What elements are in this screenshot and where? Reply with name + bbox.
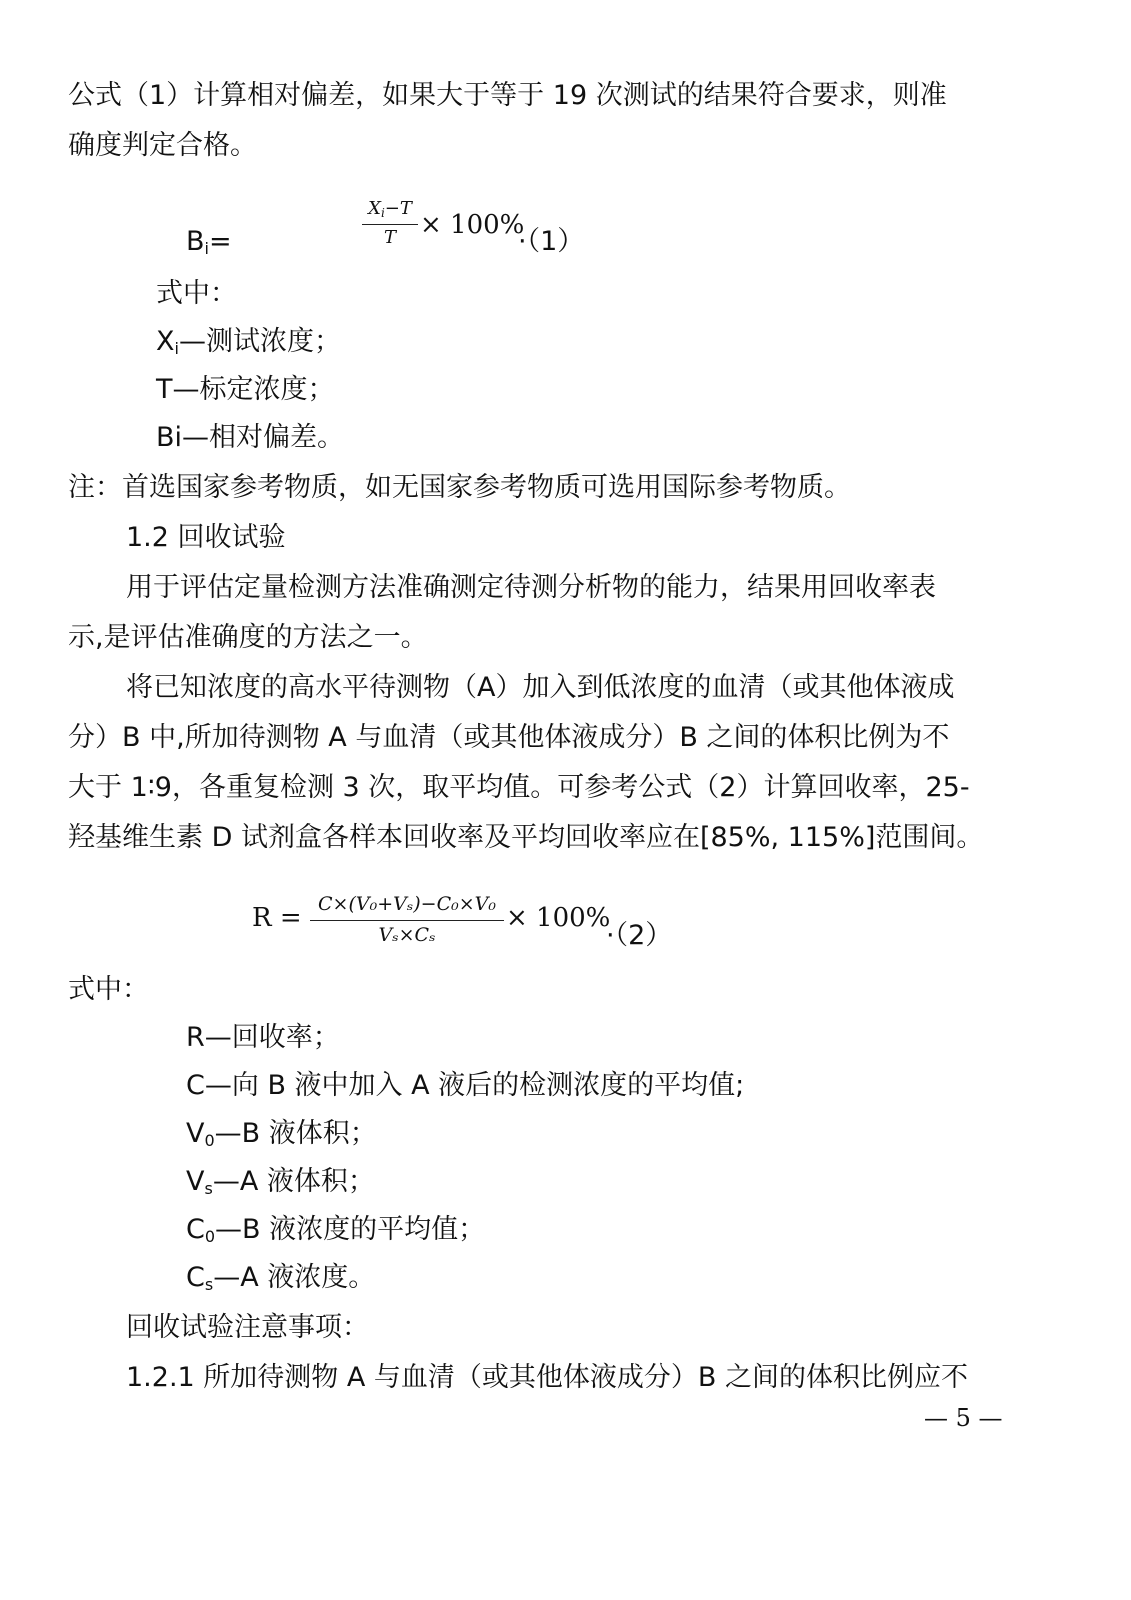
paragraph-line: 大于 1∶9，各重复检测 3 次，取平均值。可参考公式（2）计算回收率，25- <box>68 772 970 803</box>
where-item: $C_s—A$ 液浓度。 <box>186 1262 376 1294</box>
where-item: R—回收率； <box>186 1022 340 1053</box>
formula-1-tag: ·（1） <box>518 226 585 257</box>
formula-2-tag: ·（2） <box>606 920 673 951</box>
formula-1-fraction <box>362 198 418 254</box>
formula-2-denominator: Vₛ×Cₛ <box>378 924 436 946</box>
paragraph-line: 确度判定合格。 <box>68 130 257 161</box>
fraction-bar <box>310 920 504 921</box>
paragraph-line: 用于评估定量检测方法准确测定待测分析物的能力，结果用回收率表 <box>126 572 936 603</box>
formula-2-numerator: C×(V₀+Vₛ)−C₀×V₀ <box>318 893 496 915</box>
section-heading: 1.2 回收试验 <box>126 522 286 553</box>
formula-1-lhs: $B_i=$ <box>186 226 232 258</box>
formula-1-numerator: Xi−T <box>368 198 412 220</box>
formula-1-denominator: T <box>383 227 396 248</box>
where-item: T—标定浓度； <box>156 374 335 405</box>
where-item: $V_0—B$ 液体积； <box>186 1118 377 1150</box>
where-item: $C_0—B$ 液浓度的平均值； <box>186 1214 486 1246</box>
where-item: C—向 B 液中加入 A 液后的检测浓度的平均值; <box>186 1070 745 1101</box>
where-item: Bi—相对偏差。 <box>156 422 345 453</box>
paragraph-line: 羟基维生素 D 试剂盒各样本回收率及平均回收率应在[85%, 115%]范围间。 <box>68 822 984 853</box>
formula-2-times: × 100% <box>506 903 611 933</box>
paragraph-line: 公式（1）计算相对偏差，如果大于等于 19 次测试的结果符合要求，则准 <box>68 80 947 111</box>
notes-heading: 回收试验注意事项： <box>126 1312 369 1343</box>
where-item: $X_i—$测试浓度； <box>156 326 341 358</box>
paragraph-line: 将已知浓度的高水平待测物（A）加入到低浓度的血清（或其他体液成 <box>126 672 955 703</box>
formula-2-lhs: R = <box>252 903 302 933</box>
where-label: 式中： <box>68 974 149 1005</box>
formula-1-times: × 100% <box>420 210 525 240</box>
note-line: 注：首选国家参考物质，如无国家参考物质可选用国际参考物质。 <box>68 472 851 503</box>
paragraph-line: 示,是评估准确度的方法之一。 <box>68 622 428 653</box>
where-label: 式中： <box>156 278 237 309</box>
page-number: — 5 — <box>924 1404 1003 1432</box>
fraction-bar <box>362 224 418 225</box>
paragraph-line: 1.2.1 所加待测物 A 与血清（或其他体液成分）B 之间的体积比例应不 <box>126 1362 969 1393</box>
formula-2-fraction <box>310 892 504 952</box>
where-item: $V_s—A$ 液体积； <box>186 1166 375 1198</box>
paragraph-line: 分）B 中,所加待测物 A 与血清（或其他体液成分）B 之间的体积比例为不 <box>68 722 950 753</box>
